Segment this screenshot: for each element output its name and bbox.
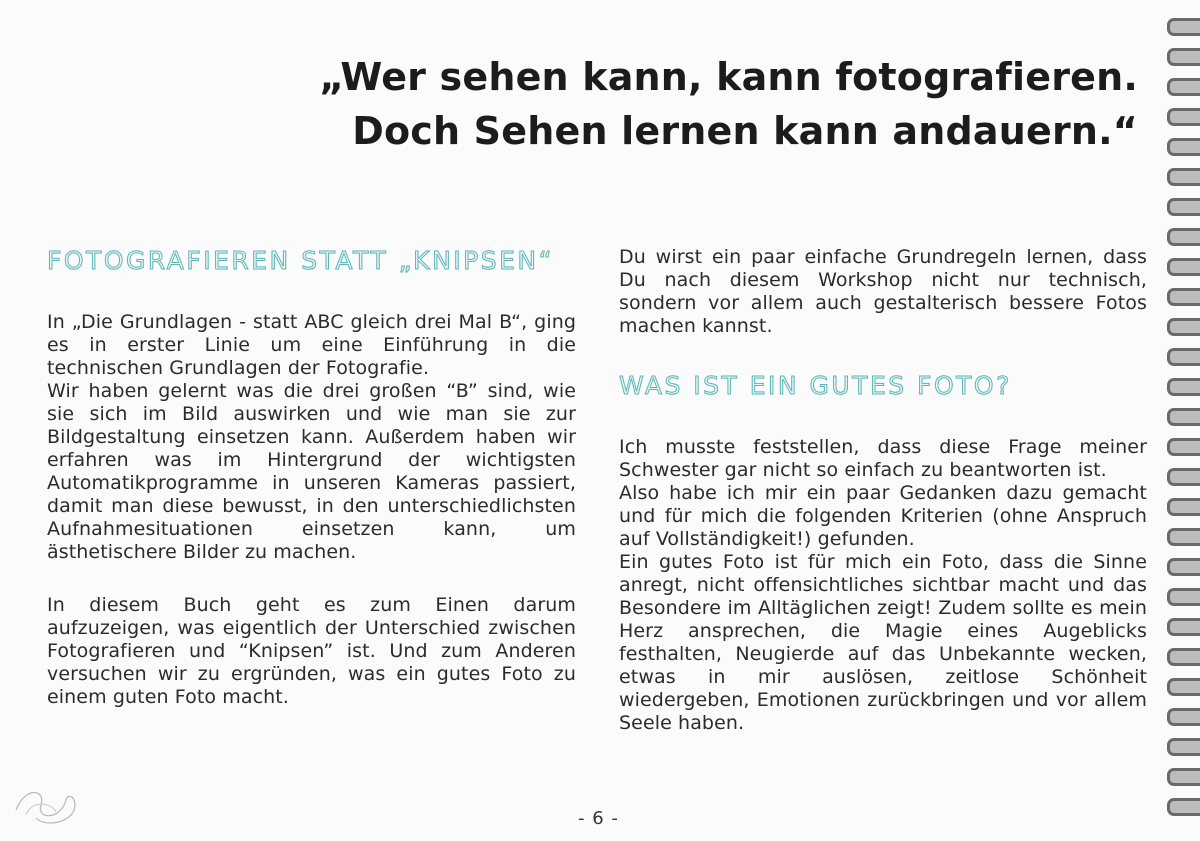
spiral-coil [1167, 258, 1200, 276]
left-paragraph-3: In diesem Buch geht es zum Einen darum aufzuzeigen, was eigentlich der Unterschied zwischen Fotografieren und “Knipsen” ist. Und zum Anderen versuchen wir zu ergründen, was ein gutes Foto zu einem guten Foto macht. [47, 594, 576, 708]
spiral-binding [1164, 18, 1200, 828]
spiral-coil [1167, 678, 1200, 696]
spiral-coil [1167, 198, 1200, 216]
spiral-coil [1167, 738, 1200, 756]
spiral-coil [1167, 528, 1200, 546]
heading-was-ist-ein-gutes-foto: WAS IST EIN GUTES FOTO? [619, 371, 1012, 400]
spiral-coil [1167, 378, 1200, 396]
right-column [619, 246, 1147, 735]
spiral-coil [1167, 168, 1200, 186]
left-paragraph-1: In „Die Grundlagen - statt ABC gleich drei Mal B“, ging es in erster Linie um eine Einführung in die technischen Grundlagen der Fotografie. [47, 311, 576, 379]
right-paragraph-1: Ich musste feststellen, dass diese Frage meiner Schwester gar nicht so einfach zu beantworten ist. [619, 436, 1147, 481]
quote-line-2: Doch Sehen lernen kann andauern.“ [352, 109, 1138, 153]
heading-fotografieren-statt-knipsen: FOTOGRAFIEREN STATT „KNIPSEN“ [47, 246, 555, 275]
spiral-coil [1167, 588, 1200, 606]
spiral-coil [1167, 18, 1200, 36]
spiral-coil [1167, 78, 1200, 96]
spiral-coil [1167, 348, 1200, 366]
quote-line-1: „Wer sehen kann, kann fotografieren. [319, 55, 1138, 99]
spiral-coil [1167, 708, 1200, 726]
spiral-coil [1167, 408, 1200, 426]
spiral-coil [1167, 498, 1200, 516]
spiral-coil [1167, 438, 1200, 456]
spiral-coil [1167, 228, 1200, 246]
spiral-coil [1167, 288, 1200, 306]
spiral-coil [1167, 48, 1200, 66]
spiral-coil [1167, 618, 1200, 636]
spiral-coil [1167, 468, 1200, 486]
spiral-coil [1167, 138, 1200, 156]
right-paragraph-2: Also habe ich mir ein paar Gedanken dazu gemacht und für mich die folgenden Kriterien (ohne Anspruch auf Vollständigkeit!) gefunden. [619, 482, 1147, 550]
right-intro-paragraph: Du wirst ein paar einfache Grundregeln lernen, dass Du nach diesem Workshop nicht nur technisch, sondern vor allem auch gestalterisch bessere Fotos machen kannst. [619, 246, 1147, 337]
left-paragraph-2: Wir haben gelernt was die drei großen “B” sind, wie sie sich im Bild auswirken und wie man sie zur Bildgestaltung einsetzen kann. Außerdem haben wir erfahren was im Hintergrund der wichtigsten Automatikprogramme in unseren Kameras passiert, damit man diese bewusst, in den unterschiedlichsten Aufnahmesituationen einsetzen kann, um ästhetischere Bilder zu machen. [47, 380, 576, 563]
spiral-coil [1167, 108, 1200, 126]
doodle-icon [6, 780, 86, 830]
page-number: - 6 - [578, 808, 619, 829]
title-quote [238, 50, 1138, 158]
spiral-coil [1167, 798, 1200, 816]
right-paragraph-3: Ein gutes Foto ist für mich ein Foto, dass die Sinne anregt, nicht offensichtliches sichtbar macht und das Besondere im Alltäglichen zeigt! Zudem sollte es mein Herz ansprechen, die Magie eines Augeblicks festhalten, Neugierde auf das Unbekannte wecken, etwas in mir auslösen, zeitlose Schönheit wiedergeben, Emotionen zurückbringen und vor allem Seele haben. [619, 551, 1147, 734]
spiral-coil [1167, 558, 1200, 576]
left-column [47, 246, 576, 709]
spiral-coil [1167, 318, 1200, 336]
spiral-coil [1167, 648, 1200, 666]
spiral-coil [1167, 768, 1200, 786]
